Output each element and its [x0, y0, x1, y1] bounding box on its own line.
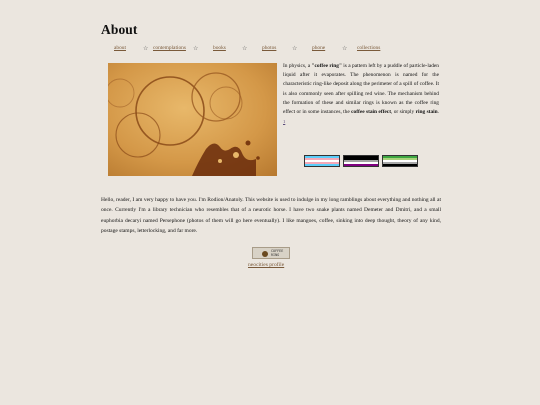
transgender-flag — [304, 155, 340, 167]
term-coffee-ring: "coffee ring" — [311, 63, 342, 69]
star-separator-icon: ☆ — [292, 45, 298, 52]
term-coffee-stain-effect: coffee stain effect — [351, 109, 391, 116]
nav-link-collections[interactable]: collections — [357, 45, 381, 51]
term-ring-stain: ring stain — [415, 109, 438, 116]
star-separator-icon: ☆ — [342, 45, 348, 52]
nav-link-books[interactable]: books — [213, 45, 226, 51]
coffee-ring-badge[interactable] — [252, 247, 290, 259]
bio-paragraph: Hello, reader, I am very happy to have you. I'm Rodion/Anatoly. This website is used to indulge in my long ramblings about everything and nothing all at once. Currently I'm a library technician who resembles that of a neurotic horse. I have two snake plants named Demeter and Dmitri, and a small euphorbia decaryi named Persephone (photos of them will go here eventually). I like mangoes, coffee, sinking into deep thought, theory of any kind, postage stamps, letterlocking, and far more. — [101, 196, 441, 234]
neocities-profile-link[interactable]: neocities profile — [248, 262, 285, 268]
nav-link-about[interactable]: about — [114, 45, 126, 51]
asexual-flag — [343, 155, 379, 167]
page-title: About — [101, 22, 138, 37]
coffee-cup-icon — [262, 251, 268, 257]
star-separator-icon: ☆ — [143, 45, 149, 52]
star-separator-icon: ☆ — [193, 45, 199, 52]
aromantic-flag — [382, 155, 418, 167]
badge-text: COFFEE RING — [271, 249, 284, 257]
footnote-link[interactable]: 1 — [283, 119, 286, 125]
nav-link-phone[interactable]: phone — [312, 45, 326, 51]
coffee-ring-photo — [108, 63, 277, 176]
star-separator-icon: ☆ — [242, 45, 248, 52]
pride-flags — [304, 155, 420, 167]
coffee-ring-description: In physics, a "coffee ring" is a pattern left by a puddle of particle-laden liquid after it evaporates. The phenomenon is named for the characteristic ring-like deposit along the perimeter of a spill of coffee. It is also commonly seen after spilling red wine. The mechanism behind the formation of these and similar rings is known as the coffee ring effect or in some instances, the coffee stain effect, or simply ring stain. $^1$ — [283, 63, 440, 125]
nav-link-contemplations[interactable]: contemplations — [153, 45, 186, 51]
nav-link-photos[interactable]: photos — [262, 45, 277, 51]
